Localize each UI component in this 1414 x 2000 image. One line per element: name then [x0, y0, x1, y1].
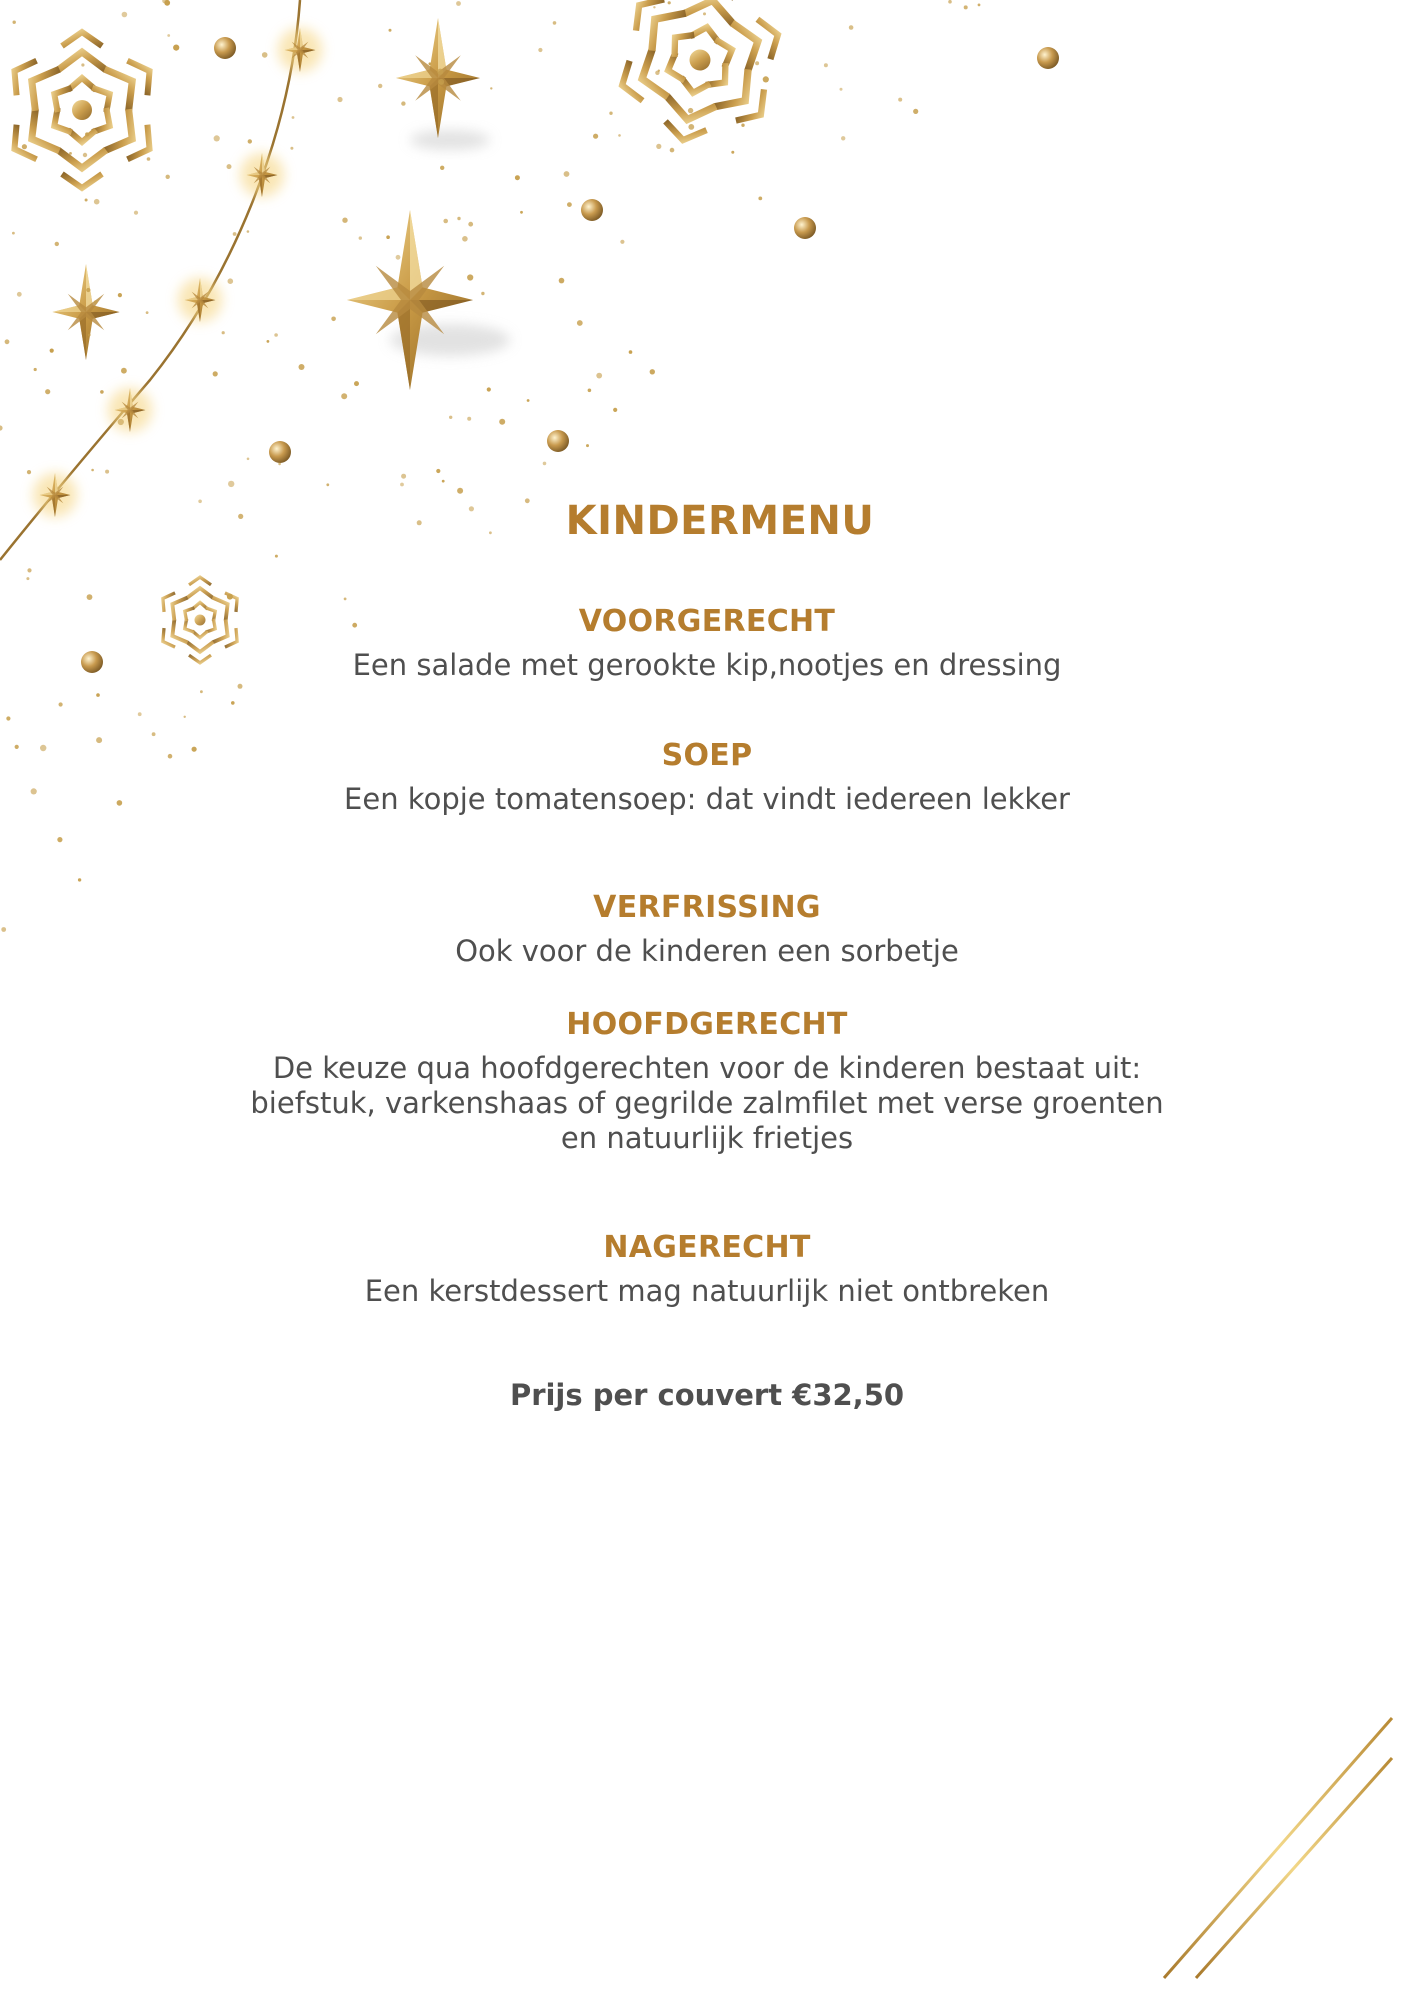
- description-line: Een salade met gerookte kip,nootjes en dressing: [352, 648, 1062, 682]
- description-line: en natuurlijk frietjes: [560, 1121, 854, 1155]
- section-heading: NAGERECHT: [603, 1230, 811, 1265]
- section-soep: [0, 736, 1414, 817]
- description-line: Een kopje tomatensoep: dat vindt iedereen lekker: [344, 782, 1070, 816]
- section-description: [0, 934, 1414, 969]
- price-per-cover: Prijs per couvert €32,50: [509, 1378, 905, 1412]
- section-nagerecht: [0, 1228, 1414, 1309]
- section-heading: SOEP: [661, 738, 753, 773]
- section-heading: HOOFDGERECHT: [566, 1007, 848, 1042]
- description-line: Ook voor de kinderen een sorbetje: [455, 934, 959, 968]
- section-verfrissing: [0, 888, 1414, 969]
- section-description: [0, 1051, 1414, 1156]
- description-line: De keuze qua hoofdgerechten voor de kinderen bestaat uit:: [272, 1051, 1142, 1085]
- section-heading: VERFRISSING: [593, 890, 821, 925]
- section-voorgerecht: [0, 602, 1414, 683]
- section-description: [0, 782, 1414, 817]
- description-line: Een kerstdessert mag natuurlijk niet ontbreken: [364, 1274, 1050, 1308]
- section-hoofdgerecht: [0, 1005, 1414, 1156]
- section-description: [0, 648, 1414, 683]
- menu-title: KINDERMENU: [565, 498, 875, 544]
- section-description: [0, 1274, 1414, 1309]
- description-line: biefstuk, varkenshaas of gegrilde zalmfilet met verse groenten: [250, 1086, 1164, 1120]
- section-heading: VOORGERECHT: [578, 604, 836, 639]
